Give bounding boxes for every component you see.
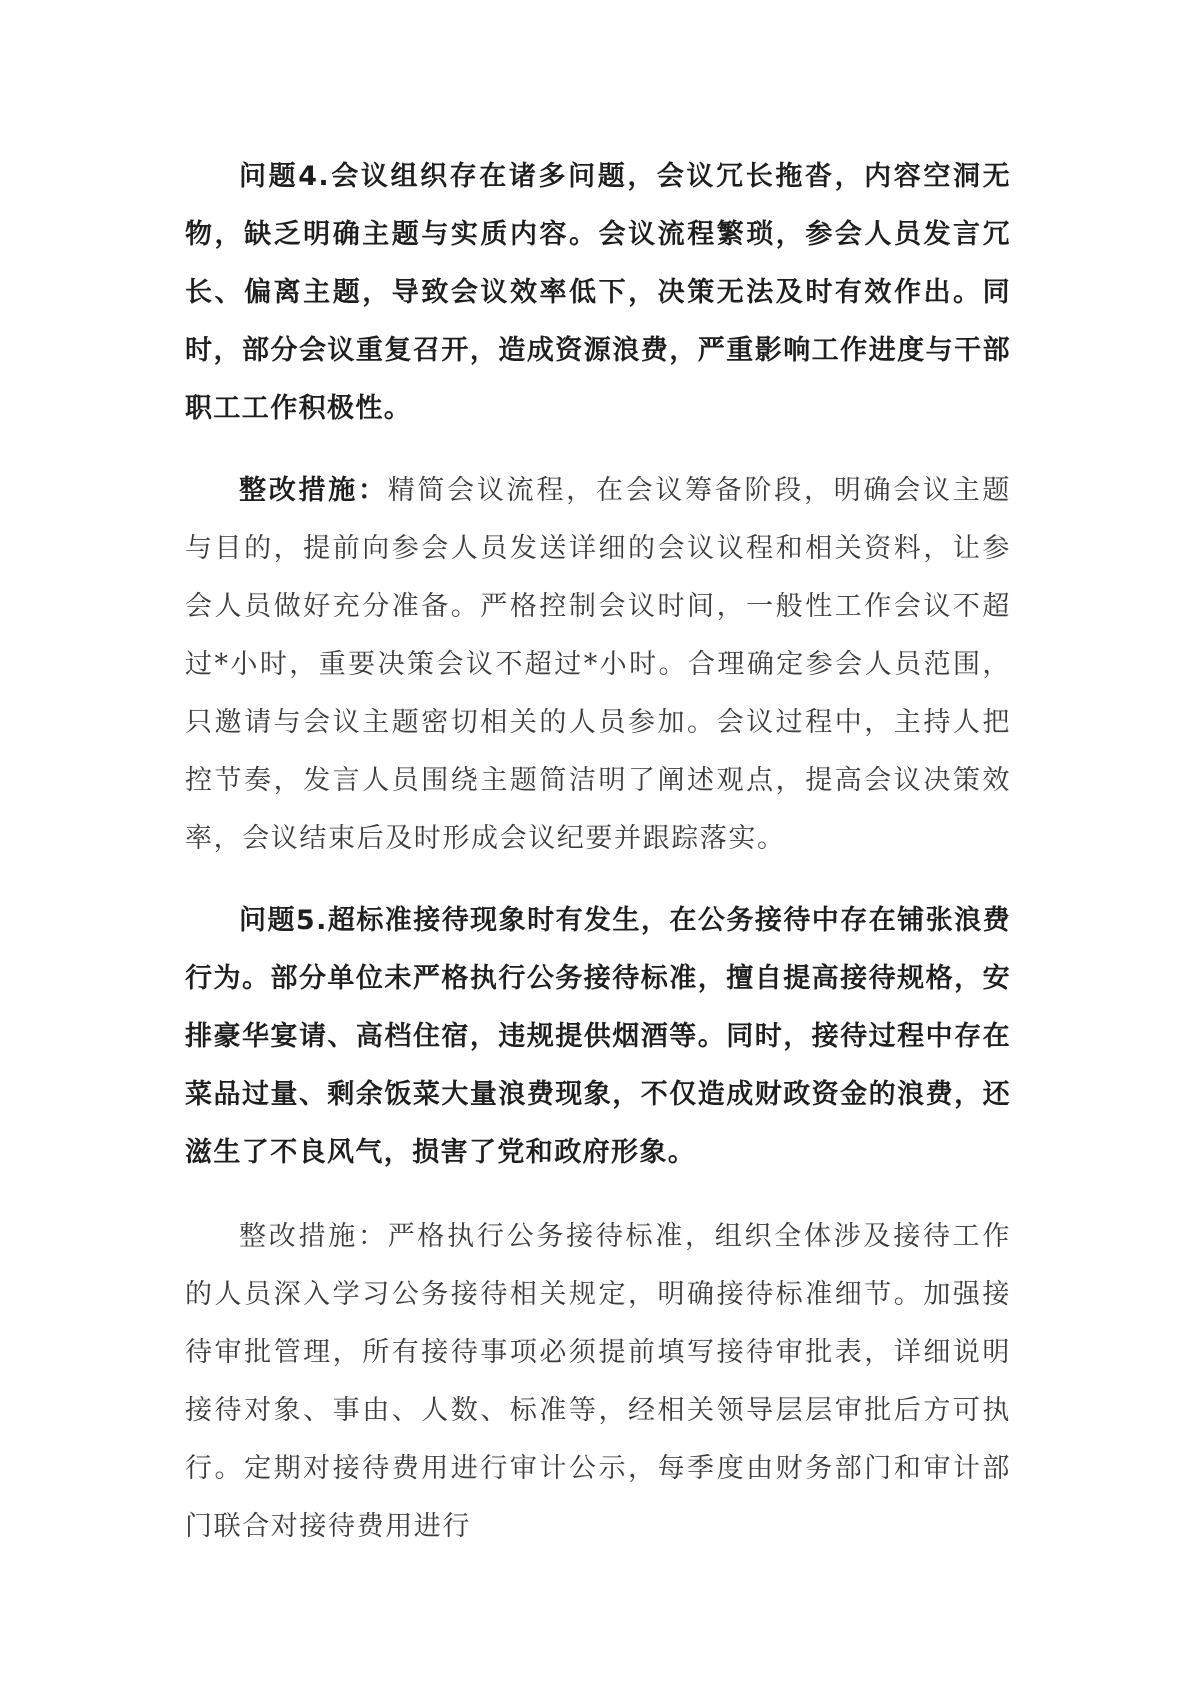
issue-4-paragraph: 问题4.会议组织存在诸多问题，会议冗长拖沓，内容空洞无物，缺乏明确主题与实质内容。会议流程繁琐，参会人员发言冗长、偏离主题，导致会议效率低下，决策无法及时有效作出。同时，部分会议重复召开，造成资源浪费，严重影响工作进度与干部职工工作积极性。	[185, 161, 1011, 424]
measure-5-text: 严格执行公务接待标准，组织全体涉及接待工作的人员深入学习公务接待相关规定，明确接待标准细节。加强接待审批管理，所有接待事项必须提前填写接待审批表，详细说明接待对象、事由、人数、标准等，经相关领导层层审批后方可执行。定期对接待费用进行审计公示，每季度由财务部门和审计部门联合对接待费用进行	[185, 1221, 1011, 1542]
measure-4-label: 整改措施：	[239, 475, 388, 506]
measure-5-label: 整改措施：	[239, 1221, 388, 1252]
measure-4-text: 精简会议流程，在会议筹备阶段，明确会议主题与目的，提前向参会人员发送详细的会议议程和相关资料，让参会人员做好充分准备。严格控制会议时间，一般性工作会议不超过*小时，重要决策会议不超过*小时。合理确定参会人员范围，只邀请与会议主题密切相关的人员参加。会议过程中，主持人把控节奏，发言人员围绕主题简洁明了阐述观点，提高会议决策效率，会议结束后及时形成会议纪要并跟踪落实。	[185, 475, 1011, 854]
measure-5-paragraph	[185, 1208, 1011, 1556]
document-body	[185, 148, 1011, 1556]
measure-4-paragraph	[185, 462, 1011, 868]
issue-5-paragraph: 问题5.超标准接待现象时有发生，在公务接待中存在铺张浪费行为。部分单位未严格执行公务接待标准，擅自提高接待规格，安排豪华宴请、高档住宿，违规提供烟酒等。同时，接待过程中存在菜品过量、剩余饭菜大量浪费现象，不仅造成财政资金的浪费，还滋生了不良风气，损害了党和政府形象。	[185, 905, 1011, 1168]
